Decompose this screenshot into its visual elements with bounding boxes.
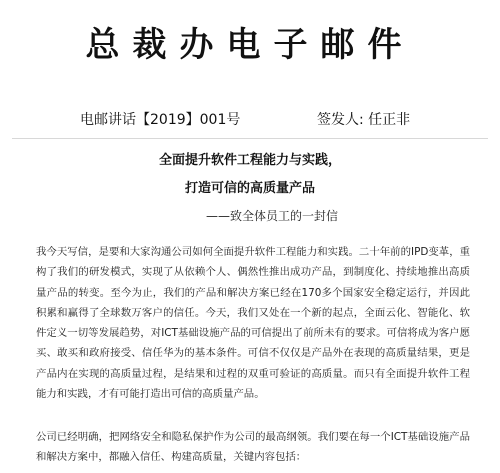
masthead-title: 总裁办电子邮件 [85,25,415,65]
letter-title-line-2: 打造可信的高质量产品 [184,181,315,196]
mail-meta-row [80,110,440,130]
letter-subtitle: ——致全体员工的一封信 [205,209,338,223]
letter-title-line-1: 全面提升软件工程能力与实践， [158,153,341,168]
body-paragraph-2: 公司已经明确，把网络安全和隐私保护作为公司的最高纲领。我们要在每一个ICT基础设施产品和解决方案中，都融入信任、构建高质量，关键内容包括： [36,431,470,464]
mail-reference-number: 电邮讲话【2019】001号 [80,112,241,128]
body-paragraph-1: 我今天写信，是要和大家沟通公司如何全面提升软件工程能力和实践。二十年前的IPD变革，重构了我们的研发模式，实现了从依赖个人、偶然性推出成功产品，到制度化、持续地推出高质量产品的转变。至今为止，我们的产品和解决方案已经在170多个国家安全稳定运行，并因此积累和赢得了全球数万客户的信任。今天，我们又处在一个新的起点，全面云化、智能化、软件定义一切等发展趋势，对ICT基础设施产品的可信提出了前所未有的要求。可信将成为客户愿买、敢买和政府接受、信任华为的基本条件。可信不仅仅是产品外在表现的高质量结果，更是产品内在实现的高质量过程，是结果和过程的双重可验证的高质量。而只有全面提升软件工程能力和实践，才有可能打造出可信的高质量产品。 [36,246,470,401]
header-divider [12,138,488,139]
sender-line: 签发人: 任正非 [317,112,411,128]
